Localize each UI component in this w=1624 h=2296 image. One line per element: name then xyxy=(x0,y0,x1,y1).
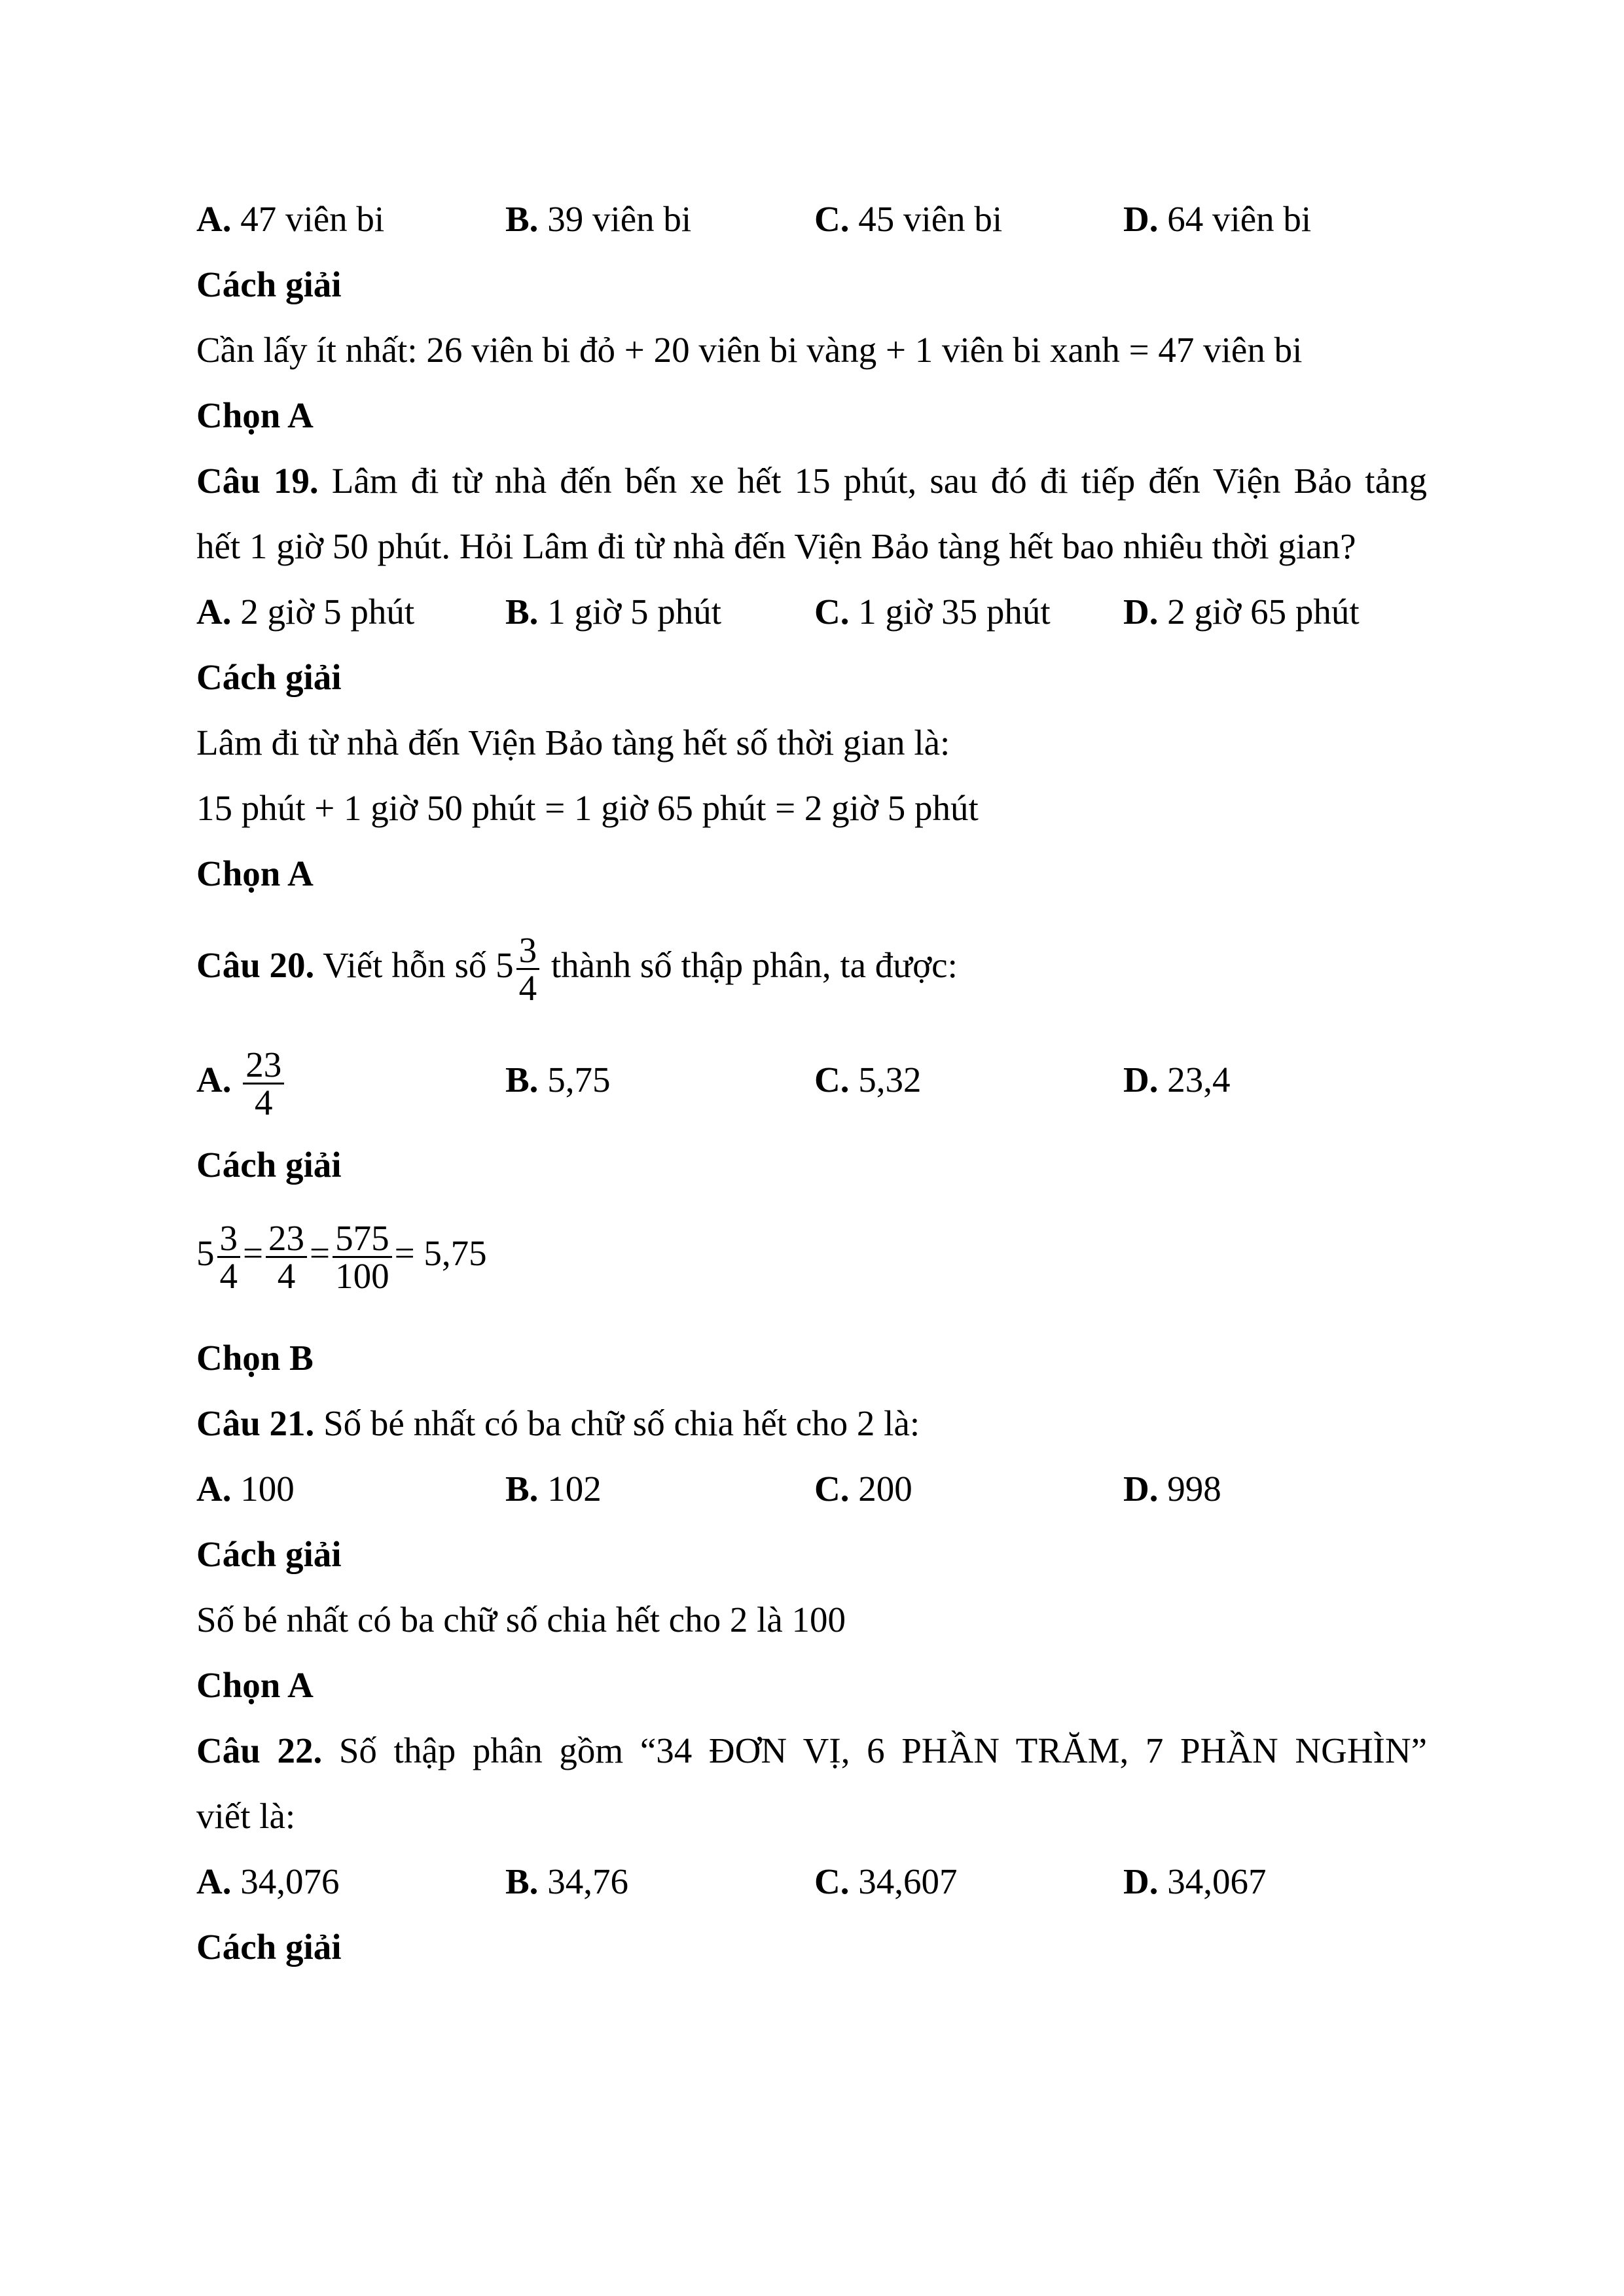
q21-option-b: B. 102 xyxy=(505,1469,602,1509)
q21-solution: Số bé nhất có ba chữ số chia hết cho 2 là 100 xyxy=(196,1600,846,1640)
q21-answer: Chọn A xyxy=(196,1665,314,1705)
q20-options xyxy=(196,1028,1440,1132)
q21-option-d: D. 998 xyxy=(1123,1469,1221,1509)
q20-solution-equation: 5 $\frac{3}{4}$ = $\frac{23}{4}$ = $\frac{575}{100}$ = 5,75 xyxy=(196,1217,487,1296)
q21-option-c: C. 200 xyxy=(814,1469,912,1509)
q19-solution-line2: 15 phút + 1 giờ 50 phút = 1 giờ 65 phút = 2 giờ 5 phút xyxy=(196,788,979,828)
q21-question: Câu 21. Số bé nhất có ba chữ số chia hết cho 2 là: xyxy=(196,1403,920,1443)
q18-option-d: D. 64 viên bi xyxy=(1123,199,1312,239)
q19-solution-heading: Cách giải xyxy=(196,657,342,697)
q20-option-a-fraction: $\frac{23}{4}$ xyxy=(243,1047,284,1121)
q20-eq-fraction-2: $\frac{23}{4}$ xyxy=(266,1220,307,1294)
q18-solution-heading: Cách giải xyxy=(196,264,342,304)
q19-question-line1: Câu 19. Lâm đi từ nhà đến bến xe hết 15 phút, sau đó đi tiếp đến Viện Bảo tảng xyxy=(196,461,1427,501)
q18-option-b: B. 39 viên bi xyxy=(505,199,692,239)
q20-mixed-fraction: $\frac{3}{4}$ xyxy=(516,932,540,1006)
q19-option-a: A. 2 giờ 5 phút xyxy=(196,592,415,632)
q20-option-c: C. 5,32 xyxy=(814,1060,922,1100)
q18-solution: Cần lấy ít nhất: 26 viên bi đỏ + 20 viên bi vàng + 1 viên bi xanh = 47 viên bi xyxy=(196,330,1303,370)
q21-options xyxy=(196,1466,1440,1512)
q21-option-a: A. 100 xyxy=(196,1469,295,1509)
q22-question-line1: Câu 22. Số thập phân gồm “34 ĐƠN VỊ, 6 PHẦN TRĂM, 7 PHẦN NGHÌN” xyxy=(196,1731,1428,1770)
q19-question-line2: hết 1 giờ 50 phút. Hỏi Lâm đi từ nhà đến Viện Bảo tàng hết bao nhiêu thời gian? xyxy=(196,526,1356,566)
q18-answer: Chọn A xyxy=(196,395,314,435)
q20-option-a: A. $\frac{23}{4}$ xyxy=(196,1028,287,1132)
q22-option-a: A. 34,076 xyxy=(196,1861,340,1901)
q19-option-c: C. 1 giờ 35 phút xyxy=(814,592,1051,632)
q22-question-line2: viết là: xyxy=(196,1796,296,1836)
q18-option-a: A. 47 viên bi xyxy=(196,199,385,239)
q20-mixed-whole: 5 xyxy=(496,945,514,985)
q19-option-d: D. 2 giờ 65 phút xyxy=(1123,592,1360,632)
q20-eq-fraction-3: $\frac{575}{100}$ xyxy=(333,1220,392,1294)
q22-solution-heading: Cách giải xyxy=(196,1927,342,1967)
q20-answer: Chọn B xyxy=(196,1338,314,1378)
q22-options xyxy=(196,1859,1440,1905)
q20-option-d: D. 23,4 xyxy=(1123,1060,1231,1100)
q20-solution-heading: Cách giải xyxy=(196,1145,342,1185)
q18-options xyxy=(196,196,1440,242)
q19-options xyxy=(196,589,1440,635)
q19-solution-line1: Lâm đi từ nhà đến Viện Bảo tàng hết số thời gian là: xyxy=(196,723,950,762)
q19-answer: Chọn A xyxy=(196,853,314,893)
q20-question: Câu 20. Viết hỗn số 5 $\frac{3}{4}$ thành số thập phân, ta được: xyxy=(196,929,958,1008)
q22-option-b: B. 34,76 xyxy=(505,1861,628,1901)
q20-option-b: B. 5,75 xyxy=(505,1060,611,1100)
q20-eq-fraction-1: $\frac{3}{4}$ xyxy=(217,1220,241,1294)
q22-option-d: D. 34,067 xyxy=(1123,1861,1267,1901)
q19-option-b: B. 1 giờ 5 phút xyxy=(505,592,722,632)
q21-solution-heading: Cách giải xyxy=(196,1534,342,1574)
q22-option-c: C. 34,607 xyxy=(814,1861,958,1901)
q18-option-c: C. 45 viên bi xyxy=(814,199,1003,239)
